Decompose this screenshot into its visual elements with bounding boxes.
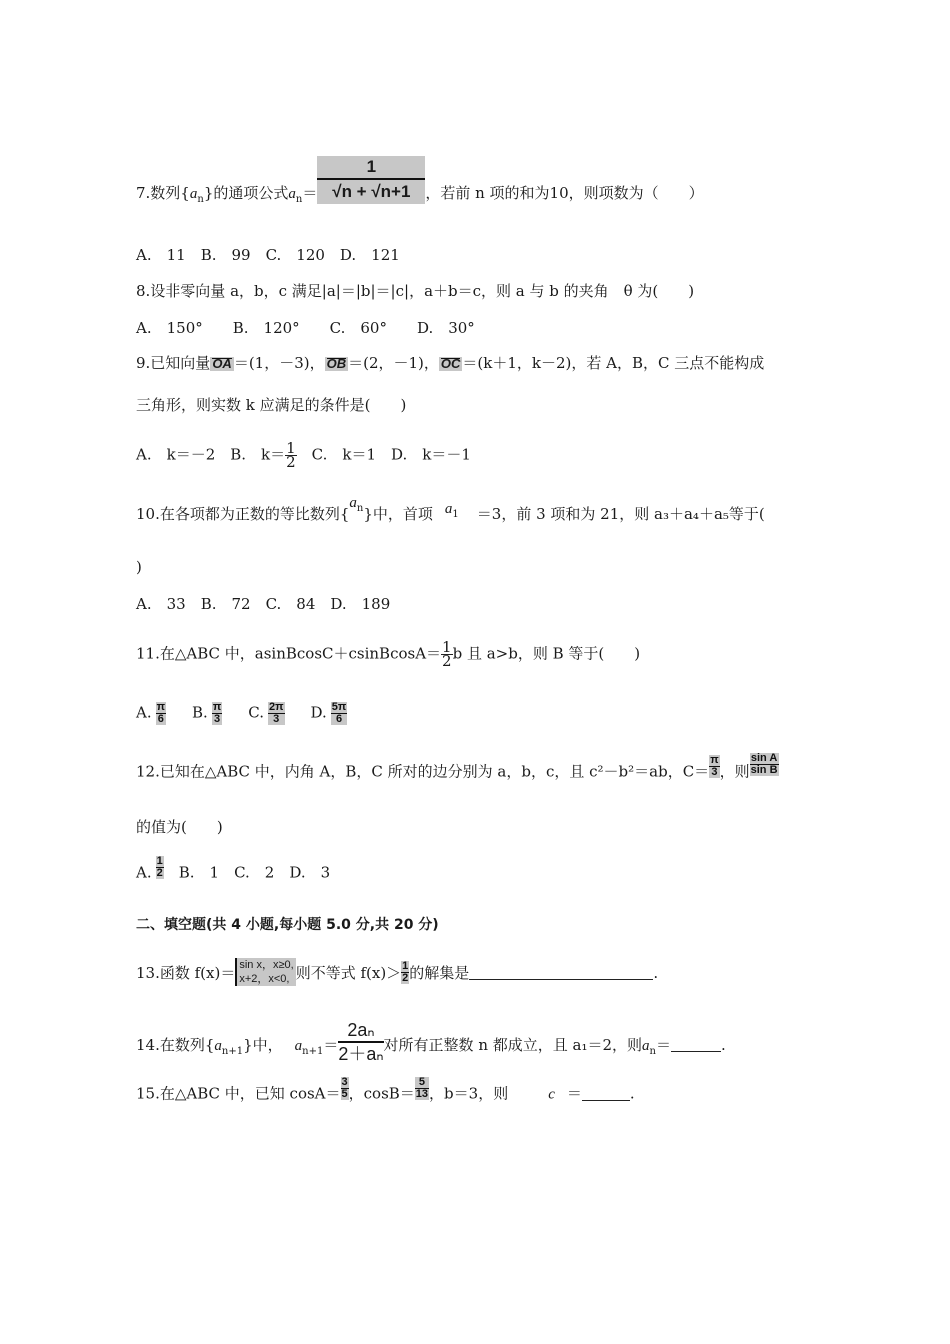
q10-an-sub: n: [356, 503, 364, 514]
q13-p3: 的解集是: [409, 964, 470, 982]
q11-opt-b: B.: [192, 703, 208, 722]
q9-stem: [136, 353, 764, 373]
q14-num: 2aₙ: [338, 1019, 383, 1043]
q7-seq: a: [189, 186, 198, 202]
q11-opt-a-fraction: [156, 702, 166, 725]
q12-c-den: 3: [711, 766, 718, 778]
q14-p3: 对所有正整数 n 都成立，且 a₁＝2，则: [383, 1036, 643, 1054]
q9-options: [136, 439, 471, 471]
q7-eq: ＝: [302, 184, 318, 202]
q11-opt-a: A.: [136, 703, 152, 722]
q14-answer-blank[interactable]: [671, 1037, 721, 1052]
q14-an-sub: n: [649, 1046, 656, 1057]
q12-c-num: π: [710, 754, 719, 766]
q10-p3: ＝3，前 3 项和为 21，则 a₃＋a₄＋a₅等于(: [476, 505, 765, 523]
q12-options: [136, 855, 331, 885]
q7-an: a: [288, 186, 296, 202]
q11-opt-d: D.: [310, 703, 327, 722]
q7-frac-num: 1: [317, 156, 425, 180]
q11-p2: b 且 a>b，则 B 等于( ): [452, 644, 641, 663]
q15-p1: 15.在△ABC 中，已知 cosA＝: [136, 1084, 341, 1103]
q13-num: 1: [402, 959, 409, 972]
q9-p2: ＝(1，－3)，: [233, 354, 325, 372]
q14-an: a: [642, 1038, 650, 1054]
q12-a-num: 1: [156, 855, 163, 867]
q11-opt-c: C.: [248, 703, 264, 722]
q7-suffix: ，若前 n 项的和为10，则项数为（ ）: [425, 184, 704, 202]
section-title: 二、填空题(共 4 小题,每小题 5.0 分,共 20 分): [136, 917, 439, 933]
q14-seq-sub: n+1: [221, 1046, 244, 1057]
q13-p2: 则不等式 f(x)＞: [295, 964, 402, 982]
q11-opt-d-fraction: [331, 702, 348, 725]
q9-p3: ＝(2，－1)，: [348, 354, 439, 372]
q10-a1-sub: 1: [452, 509, 459, 520]
q13-case2: x+2，x<0,: [239, 973, 290, 985]
q9-p4: ＝(k＋1，k－2)，若 A，B，C 三点不能构成: [462, 354, 765, 372]
q15-b-num: 5: [415, 1077, 429, 1089]
q14-p4: ＝: [655, 1036, 671, 1054]
q11-stem: [136, 638, 641, 670]
q14-lhs: a: [294, 1038, 303, 1054]
q12-a-den: 2: [156, 867, 163, 879]
q9-frac-den: 2: [286, 453, 296, 471]
q10-options: A. 33 B. 72 C. 84 D. 189: [136, 595, 391, 613]
q12-opt-rest: B. 1 C. 2 D. 3: [163, 863, 331, 882]
q15-end: .: [629, 1084, 635, 1103]
q11-half-fraction: [441, 638, 453, 670]
q7-an-sub: n: [295, 194, 303, 205]
q12-p1: 12.已知在△ABC 中，内角 A，B，C 所对的边分别为 a，b，c，且 c²－b²＝ab，C＝: [136, 762, 710, 781]
q11-c-den: 3: [273, 713, 280, 725]
q8-options: A. 150° B. 120° C. 60° D. 30°: [136, 319, 475, 337]
q7-stem: [136, 157, 704, 210]
q9-opt-rest: C. k＝1 D. k＝－1: [296, 445, 471, 464]
q12-stem: [136, 752, 779, 784]
q15-cosa-fraction: [341, 1077, 349, 1100]
q11-frac-den: 2: [442, 652, 452, 670]
q13-piecewise: [235, 958, 295, 986]
q11-a-den: 6: [157, 713, 164, 725]
q10-p1: 10.在各项都为正数的等比数列{: [136, 505, 350, 523]
q7-prefix: 7.数列{: [136, 184, 190, 202]
q11-frac-num: 1: [442, 638, 452, 656]
q11-c-num: 2π: [268, 701, 284, 713]
q13-stem: [136, 960, 658, 988]
q15-cosb-fraction: [415, 1077, 429, 1100]
q15-a-den: 5: [341, 1088, 348, 1100]
q15-answer-blank[interactable]: [582, 1086, 630, 1101]
q13-case1: sin x，x≥0,: [239, 959, 294, 971]
vector-oc: OC: [440, 356, 461, 371]
vector-oa: OA: [212, 356, 232, 371]
q9-half-fraction: [285, 439, 297, 471]
q13-half-fraction: [401, 961, 409, 984]
q7-mid: }的通项公式: [203, 184, 289, 202]
q14-den: 2＋aₙ: [338, 1044, 384, 1064]
q10-stem-line2: ): [136, 558, 142, 576]
q11-opt-b-fraction: [212, 702, 222, 725]
q10-p2: }中，首项: [363, 505, 433, 523]
q15-c: c: [548, 1086, 555, 1103]
q14-p2: }中，: [243, 1036, 283, 1054]
q14-p1: 14.在数列{: [136, 1036, 215, 1054]
q12-opt-a: A.: [136, 863, 152, 882]
q7-seq-sub: n: [197, 194, 204, 205]
q13-p1: 13.函数 f(x)＝: [136, 964, 236, 982]
q12-r-den: sin B: [750, 764, 778, 776]
q15-p2: ，cosB＝: [348, 1084, 415, 1103]
q9-opt-a: A. k＝－2 B. k＝: [136, 445, 286, 464]
q12-c-fraction: [709, 755, 719, 778]
q7-options: A. 11 B. 99 C. 120 D. 121: [136, 246, 400, 264]
q14-stem: [136, 1020, 726, 1069]
q11-b-num: π: [212, 701, 222, 713]
q11-p1: 11.在△ABC 中，asinBcosC＋csinBcosA＝: [136, 644, 442, 663]
q14-seq: a: [214, 1038, 222, 1054]
q10-stem: [136, 495, 765, 531]
q7-frac-den: √n + √n+1: [332, 182, 411, 201]
vector-ob: OB: [326, 356, 347, 371]
q9-p1: 9.已知向量: [136, 354, 211, 372]
q11-opt-c-fraction: [268, 702, 285, 725]
q14-recurrence-fraction: [338, 1019, 383, 1065]
q12-opt-a-fraction: [156, 856, 164, 879]
q8-stem: 8.设非零向量 a，b，c 满足|a|＝|b|＝|c|，a＋b＝c，则 a 与 b 的夹角 θ 为( ): [136, 282, 695, 300]
q14-end: .: [720, 1036, 726, 1054]
q15-p3: ，b＝3，则: [429, 1084, 509, 1103]
q12-p2: ，则: [719, 762, 750, 781]
q13-answer-blank[interactable]: [469, 965, 653, 980]
q14-lhs-sub: n+1: [302, 1046, 324, 1057]
q12-stem-line2: 的值为( ): [136, 818, 223, 836]
q12-r-num: sin A: [750, 752, 778, 764]
q12-ratio-fraction: [750, 753, 779, 776]
q11-options: [136, 702, 347, 725]
q11-d-num: 5π: [331, 701, 347, 713]
q13-end: .: [653, 964, 659, 982]
q15-p4: ＝: [566, 1084, 582, 1103]
q9-frac-num: 1: [286, 439, 296, 457]
q10-a1: a: [444, 501, 453, 517]
q11-a-num: π: [156, 701, 166, 713]
q9-stem-line2: 三角形，则实数 k 应满足的条件是( ): [136, 396, 407, 414]
q11-b-den: 3: [213, 713, 221, 725]
q7-formula-image: [317, 156, 425, 204]
q11-d-den: 6: [335, 713, 343, 725]
q10-an: a: [349, 495, 357, 511]
q14-eq: ＝: [323, 1036, 339, 1054]
q15-b-den: 13: [415, 1088, 429, 1100]
q13-den: 2: [402, 971, 409, 984]
q15-stem: [136, 1076, 635, 1106]
q15-a-num: 3: [341, 1076, 348, 1088]
